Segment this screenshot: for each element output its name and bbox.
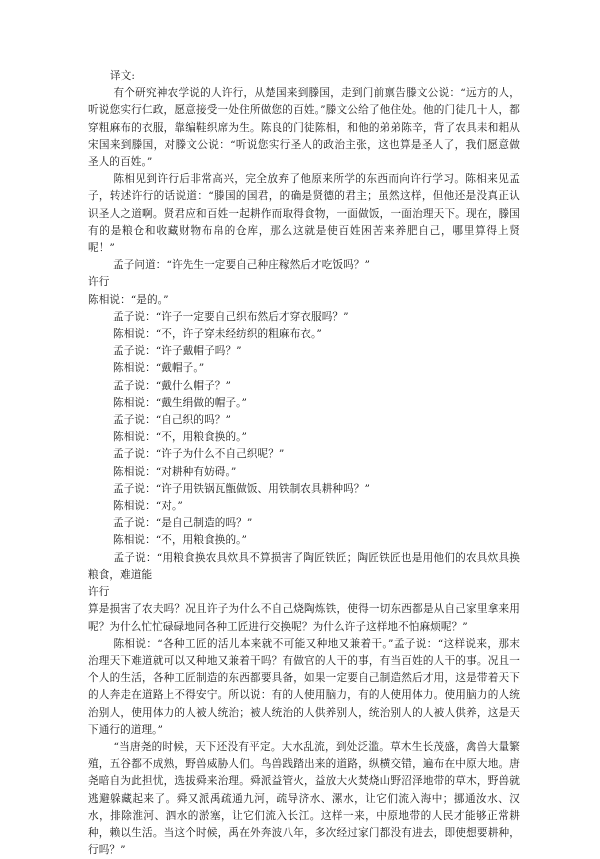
dialogue-line: 孟子说：“许子用铁锅瓦甑做饭、用铁制农具耕种吗？” [113,482,370,495]
dialogue-line: 孟子说：“许子一定要自己织布然后才穿衣服吗？” [113,310,349,323]
dialogue-line: 陈相说：“戴生绢做的帽子。” [113,396,248,409]
dialogue-line: 孟子说：“许子戴帽子吗？” [113,345,242,358]
speaker-line: 许行 [88,276,110,289]
dialogue-line: 陈相说：“不，用粮食换的。” [113,534,248,547]
dialogue-line: 孟子说：“戴什么帽子？” [113,379,231,392]
dialogue-line: 陈相说：“是的。” [88,293,169,306]
dialogue-line: 孟子说：“是自己制造的吗？” [113,517,253,530]
dialogue-line: 陈相说：“对。” [113,500,183,513]
paragraph-4: 算是损害了农夫吗？况且许子为什么不自己烧陶炼铁，使得一切东西都是从自己家里拿来用呢？为什么忙忙碌碌地同各种工匠进行交换呢？为什么许子这样地不怕麻烦呢？” [88,603,520,633]
paragraph-1: 有个研究神农学说的人许行，从楚国来到滕国，走到门前禀告滕文公说：“远方的人，听说您实行仁政，愿意接受一处住所做您的百姓。”滕文公给了他住处。他的门徒几十人，都穿粗麻布的衣服，靠编鞋织席为生。陈良的门徒陈相，和他的弟弟陈辛，背了农具耒和耜从宋国来到滕国，对滕文公说：“听说您实行圣人的政治主张，这也算是圣人了，我们愿意做圣人的百姓。” [88,87,520,169]
dialogue-line: 孟子问道：“许先生一定要自己种庄稼然后才吃饭吗？” [113,259,370,272]
speaker-line: 许行 [88,586,110,599]
paragraph-6: “当唐尧的时候，天下还没有平定。大水乱流，到处泛滥。草木生长茂盛，禽兽大量繁殖，五谷都不成熟，野兽威胁人们。鸟兽践踏出来的道路，纵横交错，遍布在中原大地。唐尧暗自为此担忧，选拔舜来治理。舜派益管火，益放大火焚烧山野沼泽地带的草木，野兽就逃避躲藏起来了。舜又派禹疏通九河，疏导济水、漯水，让它们流入海中；挪通汝水、汉水，排除淮河、泗水的淤塞，让它们流入长江。这样一来，中原地带的人民才能够正常耕种，赖以生活。当这个时候，禹在外奔波八年，多次经过家门都没有进去，即使想要耕种，行吗？” [88,740,520,857]
paragraph-2: 陈相见到许行后非常高兴，完全放弃了他原来所学的东西而向许行学习。陈相来见孟子，转述许行的话说道：“滕国的国君，的确是贤德的君主；虽然这样，但他还是没真正认识圣人之道啊。贤君应和百姓一起耕作而取得食物，一面做饭，一面治理天下。现在，滕国有的是粮仓和收藏财物布帛的仓库，那么这就是使百姓困苦来养肥自己，哪里算得上贤呢！” [88,173,520,255]
dialogue-line: 陈相说：“戴帽子。” [113,362,205,375]
dialogue-line: 陈相说：“不，用粮食换的。” [113,431,248,444]
document-body [88,68,520,859]
dialogue-line: 陈相说：“不，许子穿未经纺织的粗麻布衣。” [113,328,322,341]
dialogue-line: 陈相说：“对耕种有妨碍。” [113,465,237,478]
dialogue-line: 孟子说：“许子为什么不自己织呢？” [113,448,285,461]
dialogue-line: 孟子说：“自己织的吗？” [113,414,231,427]
document-title: 译文: [110,70,136,82]
paragraph-5: 陈相说：“各种工匠的活儿本来就不可能又种地又兼着干。”孟子说：“这样说来，那末治理天下难道就可以又种地又兼着干吗？有做官的人干的事，有当百姓的人干的事。况且一个人的生活，各种工匠制造的东西都要具备，如果一定要自己制造然后才用，这是带着天下的人奔走在道路上不得安宁。所以说：有的人使用脑力，有的人使用体力。使用脑力的人统治别人，使用体力的人被人统治；被人统治的人供养别人，统治别人的人被人供养，这是天下通行的道理。” [88,637,520,736]
paragraph-3: 孟子说：“用粮食换农具炊具不算损害了陶匠铁匠；陶匠铁匠也是用他们的农具炊具换粮食，难道能 [88,551,520,581]
